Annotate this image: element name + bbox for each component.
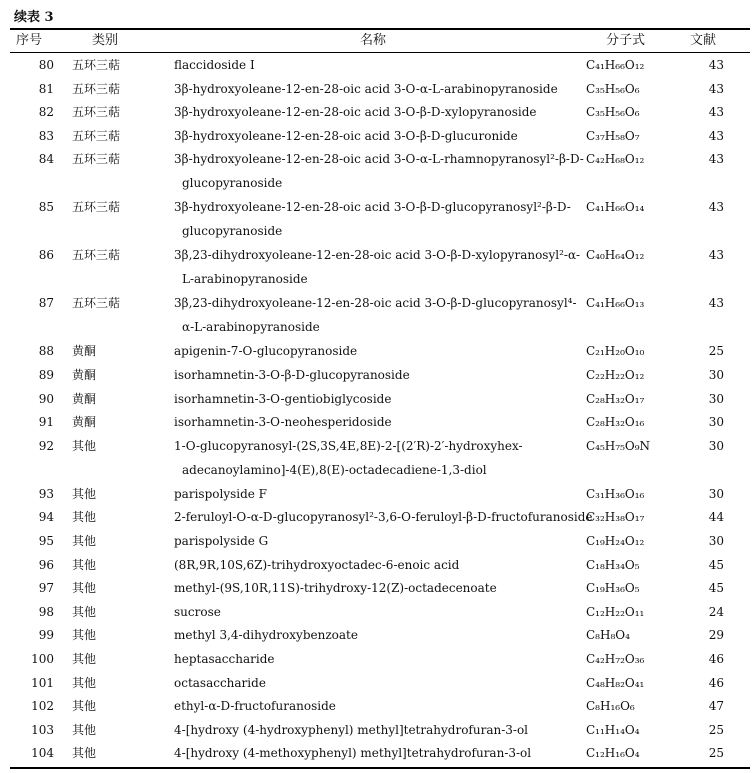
row-number: 98: [38, 604, 54, 619]
row-name: 3β-hydroxyoleane-12-en-28-oic acid 3-O-β-D-glucopyranosyl²-β-D-: [174, 200, 571, 215]
row-reference: 30: [708, 391, 724, 406]
row-name: 2-feruloyl-O-α-D-glucopyranosyl²-3,6-O-feruloyl-β-D-fructofuranoside: [174, 510, 593, 525]
row-name: 3β-hydroxyoleane-12-en-28-oic acid 3-O-α-L-arabinopyranoside: [174, 81, 558, 96]
row-reference: 25: [708, 746, 724, 761]
row-reference: 30: [708, 534, 724, 548]
row-formula: C₄₈H₈₂O₄₁: [586, 675, 645, 690]
row-reference: 43: [708, 200, 724, 215]
row-reference: 43: [708, 152, 724, 167]
row-category: 五环三萜: [72, 81, 121, 96]
row-number: 87: [38, 296, 54, 311]
row-number: 103: [31, 722, 54, 737]
row-number: 102: [31, 699, 54, 714]
row-category: 其他: [72, 652, 97, 666]
row-formula: C₃₅H₅₆O₆: [586, 81, 640, 96]
row-number: 95: [38, 534, 54, 548]
row-number: 104: [31, 746, 54, 761]
row-name: isorhamnetin-3-O-β-D-glucopyranoside: [174, 368, 410, 382]
row-formula: C₄₅H₇₅O₉N: [586, 438, 651, 453]
row-category: 黄酮: [72, 368, 97, 382]
row-name: (8R,9R,10S,6Z)-trihydroxyoctadec-6-enoic acid: [174, 557, 460, 572]
row-formula: C₂₈H₃₂O₁₇: [586, 391, 645, 406]
row-number: 96: [38, 557, 54, 572]
header-rule: [10, 52, 750, 53]
header-formula: 分子式: [606, 33, 646, 48]
row-name: ethyl-α-D-fructofuranoside: [174, 699, 336, 714]
row-number: 83: [38, 128, 54, 143]
row-formula: C₁₈H₃₄O₅: [586, 557, 640, 572]
row-formula: C₁₉H₃₆O₅: [586, 581, 640, 596]
row-category: 其他: [72, 675, 97, 690]
row-name: octasaccharide: [174, 675, 266, 690]
row-number: 86: [38, 248, 54, 263]
row-formula: C₄₁H₆₆O₁₂: [586, 58, 645, 72]
row-name-continued: α-L-arabinopyranoside: [182, 320, 320, 335]
row-number: 85: [38, 200, 54, 215]
row-number: 101: [31, 675, 54, 690]
row-name: flaccidoside I: [174, 58, 255, 72]
row-number: 99: [38, 628, 54, 643]
row-category: 其他: [72, 699, 97, 714]
row-formula: C₁₉H₂₄O₁₂: [586, 534, 645, 548]
row-category: 其他: [72, 534, 97, 548]
row-category: 黄酮: [72, 391, 97, 406]
row-name: 3β,23-dihydroxyoleane-12-en-28-oic acid 3-O-β-D-xylopyranosyl²-α-: [174, 248, 581, 263]
row-name: isorhamnetin-3-O-neohesperidoside: [174, 415, 392, 430]
row-formula: C₄₀H₆₄O₁₂: [586, 248, 645, 263]
row-formula: C₃₅H₅₆O₆: [586, 105, 640, 120]
row-number: 88: [38, 344, 54, 359]
row-name: methyl 3,4-dihydroxybenzoate: [174, 628, 358, 643]
row-formula: C₃₇H₅₈O₇: [586, 128, 640, 143]
row-reference: 30: [708, 368, 724, 382]
row-reference: 30: [708, 438, 724, 453]
row-category: 其他: [72, 557, 97, 572]
header-category: 类别: [92, 33, 119, 48]
row-number: 90: [38, 391, 54, 406]
row-formula: C₄₂H₇₂O₃₆: [586, 652, 645, 666]
row-number: 94: [38, 510, 54, 525]
row-reference: 30: [708, 415, 724, 430]
row-name-continued: glucopyranoside: [182, 224, 283, 239]
row-category: 其他: [72, 604, 97, 619]
row-number: 93: [38, 486, 54, 501]
row-category: 黄酮: [72, 344, 97, 359]
header-reference: 文献: [690, 33, 717, 48]
row-reference: 45: [708, 581, 724, 596]
row-name: 3β-hydroxyoleane-12-en-28-oic acid 3-O-β-D-glucuronide: [174, 128, 518, 143]
row-formula: C₃₂H₃₈O₁₇: [586, 510, 645, 525]
row-category: 五环三萜: [72, 58, 121, 72]
row-reference: 43: [708, 58, 724, 72]
row-category: 五环三萜: [72, 152, 121, 167]
row-name-continued: adecanoylamino]-4(E),8(E)-octadecadiene-1,3-diol: [182, 462, 487, 477]
row-reference: 25: [708, 722, 724, 737]
row-reference: 43: [708, 128, 724, 143]
row-number: 81: [38, 81, 54, 96]
row-name: parispolyside F: [174, 486, 268, 501]
row-category: 其他: [72, 581, 97, 596]
row-formula: C₂₁H₂₀O₁₀: [586, 344, 645, 359]
row-category: 其他: [72, 628, 97, 643]
row-reference: 43: [708, 105, 724, 120]
row-formula: C₁₂H₂₂O₁₁: [586, 604, 645, 619]
top-rule: [10, 28, 750, 30]
row-number: 91: [38, 415, 54, 430]
row-formula: C₃₁H₃₆O₁₆: [586, 486, 645, 501]
row-formula: C₄₁H₆₆O₁₄: [586, 200, 645, 215]
row-reference: 46: [708, 652, 724, 666]
row-name: 4-[hydroxy (4-hydroxyphenyl) methyl]tetrahydrofuran-3-ol: [174, 722, 529, 737]
row-reference: 30: [708, 486, 724, 501]
row-name: parispolyside G: [174, 534, 269, 548]
row-formula: C₈H₁₆O₆: [586, 699, 635, 714]
row-category: 其他: [72, 438, 97, 453]
row-name-continued: glucopyranoside: [182, 176, 283, 191]
row-name: 3β,23-dihydroxyoleane-12-en-28-oic acid 3-O-β-D-glucopyranosyl⁴-: [174, 296, 577, 311]
row-name: 3β-hydroxyoleane-12-en-28-oic acid 3-O-α-L-rhamnopyranosyl²-β-D-: [174, 152, 584, 167]
row-formula: C₄₂H₆₈O₁₂: [586, 152, 645, 167]
row-number: 89: [38, 368, 54, 382]
row-formula: C₄₁H₆₆O₁₃: [586, 296, 645, 311]
row-formula: C₂₈H₃₂O₁₆: [586, 415, 645, 430]
row-reference: 44: [708, 510, 724, 525]
row-number: 100: [31, 652, 54, 666]
row-name: 1-O-glucopyranosyl-(2S,3S,4E,8E)-2-[(2′R)-2′-hydroxyhex-: [174, 438, 523, 453]
header-name: 名称: [359, 33, 386, 48]
row-name: methyl-(9S,10R,11S)-trihydroxy-12(Z)-octadecenoate: [174, 581, 497, 596]
row-reference: 45: [708, 557, 724, 572]
row-reference: 29: [708, 628, 724, 643]
row-category: 五环三萜: [72, 105, 121, 120]
row-category: 其他: [72, 746, 97, 761]
row-category: 其他: [72, 722, 97, 737]
header-number: 序号: [16, 33, 43, 48]
row-name: apigenin-7-O-glucopyranoside: [174, 344, 358, 359]
row-category: 五环三萜: [72, 200, 121, 215]
row-number: 97: [38, 581, 54, 596]
row-reference: 24: [708, 604, 724, 619]
row-category: 五环三萜: [72, 248, 121, 263]
row-name: 4-[hydroxy (4-methoxyphenyl) methyl]tetrahydrofuran-3-ol: [174, 746, 532, 761]
row-category: 其他: [72, 510, 97, 525]
row-number: 84: [38, 152, 54, 167]
row-formula: C₁₁H₁₄O₄: [586, 722, 640, 737]
row-category: 五环三萜: [72, 296, 121, 311]
row-number: 80: [38, 58, 54, 72]
row-reference: 43: [708, 81, 724, 96]
table-caption: 续表 3: [14, 10, 54, 25]
row-name: 3β-hydroxyoleane-12-en-28-oic acid 3-O-β-D-xylopyranoside: [174, 105, 537, 120]
row-formula: C₁₂H₁₆O₄: [586, 746, 640, 761]
row-reference: 43: [708, 296, 724, 311]
row-formula: C₂₂H₂₂O₁₂: [586, 368, 645, 382]
row-name: isorhamnetin-3-O-gentiobiglycoside: [174, 391, 392, 406]
row-name-continued: L-arabinopyranoside: [182, 272, 308, 287]
row-name: sucrose: [174, 604, 221, 619]
row-category: 黄酮: [72, 415, 97, 430]
row-reference: 46: [708, 675, 724, 690]
row-reference: 47: [708, 699, 724, 714]
row-number: 82: [38, 105, 54, 120]
row-category: 五环三萜: [72, 128, 121, 143]
row-number: 92: [38, 438, 54, 453]
row-category: 其他: [72, 486, 97, 501]
row-reference: 43: [708, 248, 724, 263]
row-formula: C₈H₈O₄: [586, 628, 630, 643]
row-reference: 25: [708, 344, 724, 359]
row-name: heptasaccharide: [174, 652, 275, 666]
bottom-rule: [10, 767, 750, 769]
